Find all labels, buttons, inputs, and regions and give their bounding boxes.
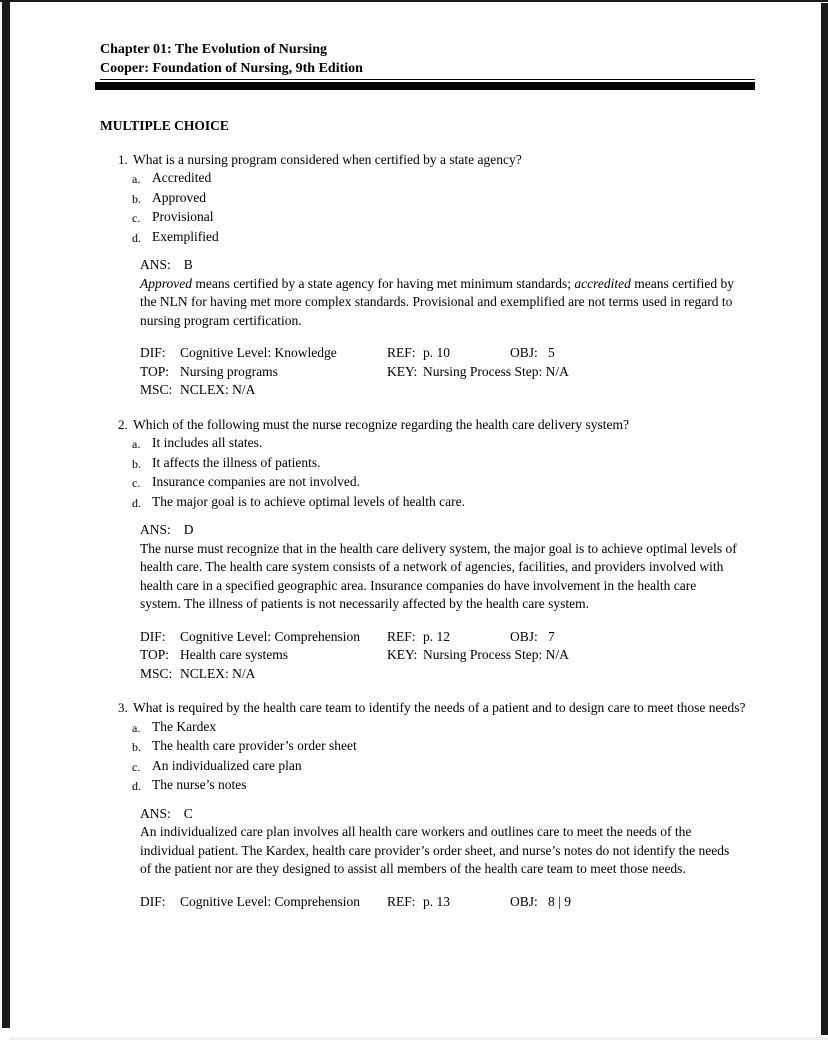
question-2-option-d bbox=[100, 493, 755, 513]
rationale-text: means certified by the NLN for having met more complex standards. Provisional and exemplified are not terms used in regard to nursing program certification. bbox=[140, 275, 734, 328]
option-text: It includes all states. bbox=[152, 435, 263, 450]
top-value: Nursing programs bbox=[180, 363, 278, 379]
option-letter: b. bbox=[132, 456, 141, 471]
question-1-meta bbox=[140, 344, 755, 400]
question-1-option-b bbox=[100, 189, 755, 209]
msc-value: NCLEX: N/A bbox=[180, 382, 256, 397]
question-3-option-b bbox=[100, 737, 755, 757]
answer-value: B bbox=[183, 257, 193, 272]
question-1-option-a bbox=[100, 169, 755, 189]
option-text: The major goal is to achieve optimal levels of health care. bbox=[152, 493, 466, 509]
meta-row bbox=[140, 665, 755, 684]
msc-label: MSC: bbox=[140, 382, 173, 397]
option-letter: c. bbox=[132, 759, 141, 774]
question-2-rationale bbox=[140, 540, 740, 614]
answer-value: D bbox=[183, 522, 194, 537]
question-2-option-c bbox=[100, 473, 755, 493]
option-text: The nurse’s notes bbox=[152, 777, 247, 792]
question-1-rationale bbox=[140, 275, 740, 331]
option-letter: b. bbox=[132, 740, 141, 754]
option-text: Provisional bbox=[152, 209, 214, 224]
meta-row bbox=[140, 628, 755, 647]
document-header bbox=[100, 40, 755, 80]
key-label: KEY: bbox=[387, 363, 418, 379]
question-3-rationale bbox=[140, 823, 740, 879]
meta-row bbox=[140, 381, 755, 400]
option-text: Insurance companies are not involved. bbox=[152, 474, 361, 489]
book-title: Cooper: Foundation of Nursing, 9th Edition bbox=[100, 61, 363, 76]
option-text: Exemplified bbox=[152, 228, 219, 244]
ref-label: REF: bbox=[387, 628, 416, 644]
ref-label: REF: bbox=[387, 893, 416, 909]
answer-value: C bbox=[183, 805, 193, 821]
ref-value: p. 10 bbox=[423, 345, 450, 360]
obj-label: OBJ: bbox=[510, 628, 538, 644]
question-3-option-d bbox=[100, 776, 755, 796]
obj-value: 8 | 9 bbox=[548, 893, 571, 909]
option-text: An individualized care plan bbox=[152, 757, 302, 773]
question-1-number: 1. bbox=[118, 151, 128, 167]
dif-value: Cognitive Level: Comprehension bbox=[180, 628, 360, 644]
msc-value: NCLEX: N/A bbox=[180, 665, 256, 681]
option-letter: a. bbox=[132, 172, 141, 186]
option-letter: a. bbox=[132, 720, 141, 735]
dif-label: DIF: bbox=[140, 345, 166, 360]
top-label: TOP: bbox=[140, 647, 170, 662]
header-divider bbox=[95, 82, 755, 90]
answer-label: ANS: bbox=[140, 522, 171, 537]
meta-row bbox=[140, 893, 755, 912]
question-2-answer-line bbox=[140, 521, 755, 540]
question-3-stem: What is required by the health care team to identify the needs of a patient and to design care to meet those needs? bbox=[133, 700, 746, 715]
question-1-option-d bbox=[100, 228, 755, 248]
question-2-stem: Which of the following must the nurse recognize regarding the health care delivery system? bbox=[133, 416, 629, 432]
window-left-edge bbox=[2, 0, 10, 1028]
question-1-option-c bbox=[100, 208, 755, 228]
document-page bbox=[100, 0, 755, 911]
question-1-answer-line bbox=[140, 256, 755, 275]
question-2-meta bbox=[140, 628, 755, 684]
rationale-text: An individualized care plan involves all health care workers and outlines care to meet the needs of the individual patient. The Kardex, health care provider’s order sheet, and nurse’s notes do not identify the needs of the patient nor are they designed to assist all members of the health care team to meet those needs. bbox=[140, 824, 730, 876]
question-3-number: 3. bbox=[118, 700, 128, 715]
rationale-text: means certified by a state agency for having met minimum standards; bbox=[191, 275, 575, 291]
question-2-option-b bbox=[100, 454, 755, 474]
question-3-option-c bbox=[100, 757, 755, 777]
option-letter: d. bbox=[132, 495, 141, 510]
question-3-option-a bbox=[100, 718, 755, 738]
option-letter: c. bbox=[132, 211, 141, 225]
option-text: The health care provider’s order sheet bbox=[152, 738, 357, 753]
top-value: Health care systems bbox=[180, 647, 288, 662]
obj-label: OBJ: bbox=[510, 345, 538, 360]
question-2-number: 2. bbox=[118, 416, 128, 432]
option-text: The Kardex bbox=[152, 718, 217, 734]
question-2-option-a bbox=[100, 434, 755, 454]
question-1-stem: What is a nursing program considered when certified by a state agency? bbox=[133, 151, 522, 167]
question-1 bbox=[100, 151, 755, 400]
question-2 bbox=[100, 416, 755, 684]
msc-label: MSC: bbox=[140, 665, 173, 681]
chapter-title: Chapter 01: The Evolution of Nursing bbox=[100, 42, 328, 57]
meta-row bbox=[140, 363, 755, 382]
obj-label: OBJ: bbox=[510, 893, 538, 909]
option-letter: c. bbox=[132, 476, 141, 490]
rationale-italic-term: accredited bbox=[574, 275, 631, 291]
obj-value: 5 bbox=[548, 345, 555, 360]
ref-value: p. 12 bbox=[423, 628, 450, 644]
dif-label: DIF: bbox=[140, 893, 166, 909]
answer-label: ANS: bbox=[140, 257, 171, 272]
question-3-answer-line bbox=[140, 805, 755, 824]
rationale-italic-term: Approved bbox=[140, 275, 192, 291]
key-value: Nursing Process Step: N/A bbox=[423, 647, 569, 662]
rationale-text: The nurse must recognize that in the health care delivery system, the major goal is to achieve optimal levels of health care. The health care system consists of a network of agencies, facilities, and providers involved with health care in a specified geographic area. Insurance companies do have involvement in the health care system. The illness of patients is not necessarily affected by the health care system. bbox=[140, 540, 737, 611]
meta-row bbox=[140, 646, 755, 665]
answer-label: ANS: bbox=[140, 805, 171, 821]
question-3-meta bbox=[140, 893, 755, 912]
option-text: Approved bbox=[152, 189, 206, 205]
question-3 bbox=[100, 699, 755, 911]
option-letter: d. bbox=[132, 230, 141, 245]
option-letter: a. bbox=[132, 437, 141, 451]
section-heading: MULTIPLE CHOICE bbox=[100, 118, 229, 133]
meta-row bbox=[140, 344, 755, 363]
ref-value: p. 13 bbox=[423, 893, 450, 909]
top-label: TOP: bbox=[140, 363, 170, 379]
dif-label: DIF: bbox=[140, 628, 166, 644]
dif-value: Cognitive Level: Comprehension bbox=[180, 893, 360, 909]
option-letter: b. bbox=[132, 191, 141, 206]
key-label: KEY: bbox=[387, 647, 418, 662]
obj-value: 7 bbox=[548, 628, 555, 644]
option-letter: d. bbox=[132, 779, 141, 793]
key-value: Nursing Process Step: N/A bbox=[423, 363, 569, 379]
ref-label: REF: bbox=[387, 345, 416, 360]
dif-value: Cognitive Level: Knowledge bbox=[180, 345, 337, 360]
option-text: Accredited bbox=[152, 170, 212, 185]
option-text: It affects the illness of patients. bbox=[152, 454, 321, 470]
window-right-edge bbox=[821, 3, 828, 1035]
